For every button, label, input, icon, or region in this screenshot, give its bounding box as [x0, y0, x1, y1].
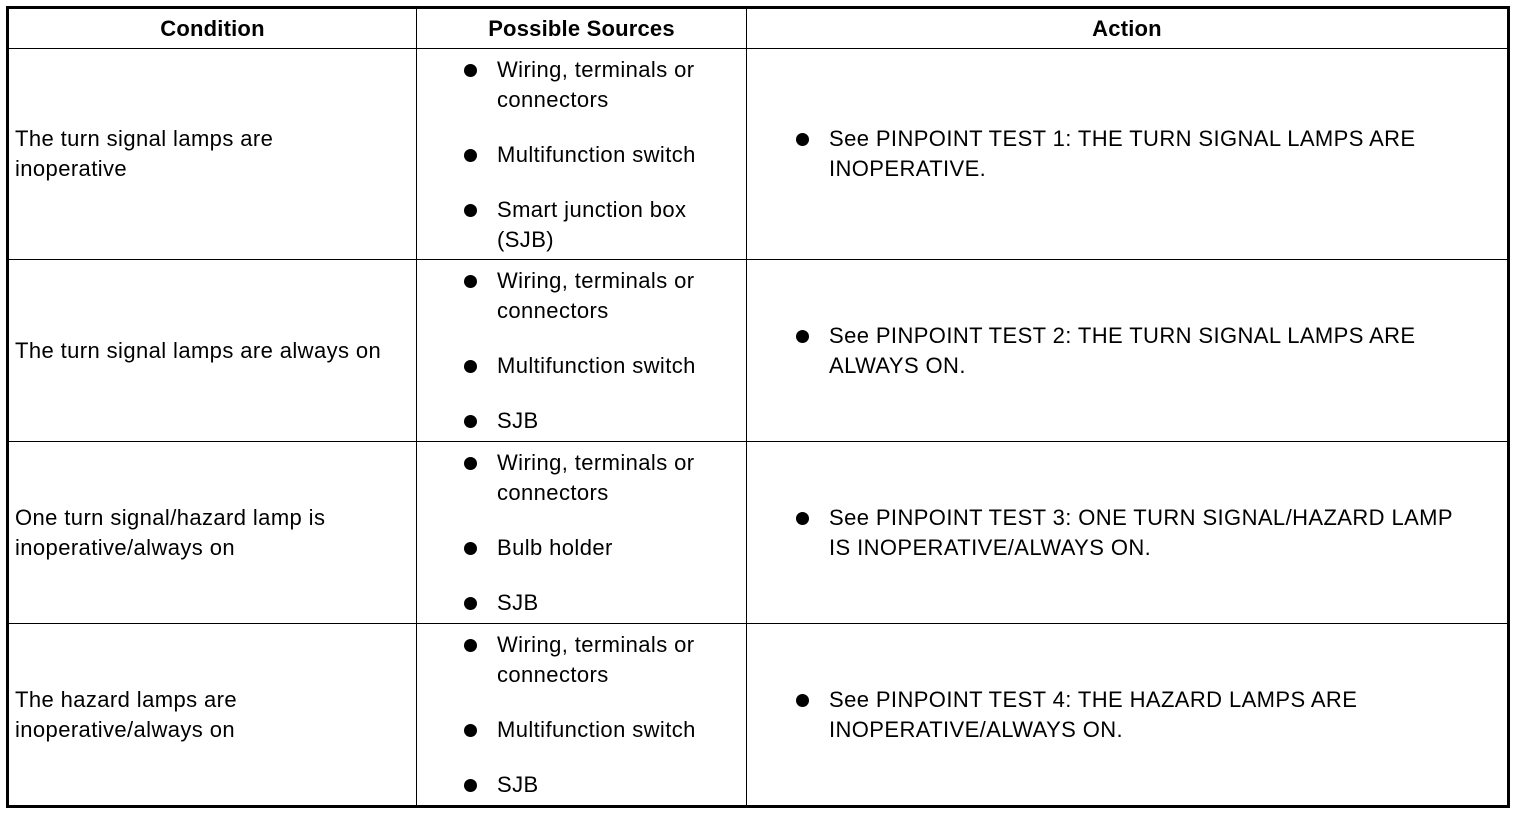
- action-cell: [747, 442, 1509, 624]
- diagnosis-table: [6, 6, 1510, 808]
- action-list: [795, 321, 1499, 381]
- condition-cell: [8, 49, 417, 260]
- list-item: [463, 140, 746, 170]
- header-action: Action: [747, 8, 1509, 49]
- action-text: See PINPOINT TEST 1: THE TURN SIGNAL LAMPS ARE INOPERATIVE.: [829, 126, 1416, 181]
- bullet-icon: [796, 133, 809, 146]
- list-item: [463, 630, 746, 690]
- sources-cell: [417, 49, 747, 260]
- bullet-icon: [464, 415, 477, 428]
- bullet-icon: [464, 597, 477, 610]
- list-item: [463, 55, 746, 115]
- table-row: [8, 442, 1509, 624]
- source-text: Multifunction switch: [497, 716, 696, 742]
- list-item: [463, 448, 746, 508]
- bullet-icon: [464, 779, 477, 792]
- action-cell: [747, 49, 1509, 260]
- action-list: [795, 503, 1499, 563]
- source-text: Wiring, terminals or connectors: [497, 57, 695, 112]
- action-text: See PINPOINT TEST 2: THE TURN SIGNAL LAMPS ARE ALWAYS ON.: [829, 322, 1416, 378]
- bullet-icon: [464, 724, 477, 737]
- table-row: [8, 49, 1509, 260]
- bullet-icon: [796, 512, 809, 525]
- list-item: [463, 195, 746, 255]
- list-item: [463, 406, 746, 436]
- source-text: Multifunction switch: [497, 352, 696, 378]
- sources-list: [463, 55, 746, 255]
- action-cell: [747, 624, 1509, 807]
- source-text: SJB: [497, 407, 539, 433]
- list-item: [795, 685, 1499, 745]
- list-item: [463, 351, 746, 381]
- sources-list: [463, 448, 746, 618]
- table-row: [8, 624, 1509, 807]
- list-item: [795, 321, 1499, 381]
- source-text: Wiring, terminals or connectors: [497, 631, 695, 687]
- source-text: Multifunction switch: [497, 142, 696, 167]
- list-item: [463, 770, 746, 800]
- sources-cell: [417, 260, 747, 442]
- bullet-icon: [464, 457, 477, 470]
- condition-cell: [8, 260, 417, 442]
- bullet-icon: [464, 542, 477, 555]
- list-item: [463, 266, 746, 326]
- action-text: See PINPOINT TEST 3: ONE TURN SIGNAL/HAZARD LAMP IS INOPERATIVE/ALWAYS ON.: [829, 504, 1453, 560]
- header-condition: Condition: [8, 8, 417, 49]
- action-list: [795, 685, 1499, 745]
- bullet-icon: [464, 639, 477, 652]
- list-item: [463, 533, 746, 563]
- bullet-icon: [464, 204, 477, 217]
- header-possible-sources: Possible Sources: [417, 8, 747, 49]
- table-row: [8, 260, 1509, 442]
- bullet-icon: [464, 360, 477, 373]
- bullet-icon: [464, 275, 477, 288]
- source-text: Bulb holder: [497, 534, 613, 560]
- condition-cell: [8, 624, 417, 807]
- source-text: Wiring, terminals or connectors: [497, 449, 695, 505]
- action-cell: [747, 260, 1509, 442]
- sources-list: [463, 266, 746, 436]
- source-text: Smart junction box (SJB): [497, 197, 687, 252]
- action-text: See PINPOINT TEST 4: THE HAZARD LAMPS ARE INOPERATIVE/ALWAYS ON.: [829, 686, 1358, 742]
- list-item: [463, 588, 746, 618]
- source-text: SJB: [497, 589, 539, 615]
- bullet-icon: [464, 149, 477, 162]
- action-list: [795, 124, 1499, 184]
- list-item: [795, 503, 1499, 563]
- condition-text: The hazard lamps are inoperative/always on: [15, 686, 237, 742]
- source-text: Wiring, terminals or connectors: [497, 267, 695, 323]
- list-item: [463, 715, 746, 745]
- table-header-row: [8, 8, 1509, 49]
- bullet-icon: [796, 330, 809, 343]
- sources-list: [463, 630, 746, 800]
- condition-text: One turn signal/hazard lamp is inoperative/always on: [15, 504, 326, 560]
- bullet-icon: [796, 694, 809, 707]
- source-text: SJB: [497, 771, 539, 797]
- sources-cell: [417, 624, 747, 807]
- condition-text: The turn signal lamps are always on: [15, 337, 382, 363]
- condition-cell: [8, 442, 417, 624]
- condition-text: The turn signal lamps are inoperative: [15, 126, 274, 181]
- sources-cell: [417, 442, 747, 624]
- bullet-icon: [464, 64, 477, 77]
- list-item: [795, 124, 1499, 184]
